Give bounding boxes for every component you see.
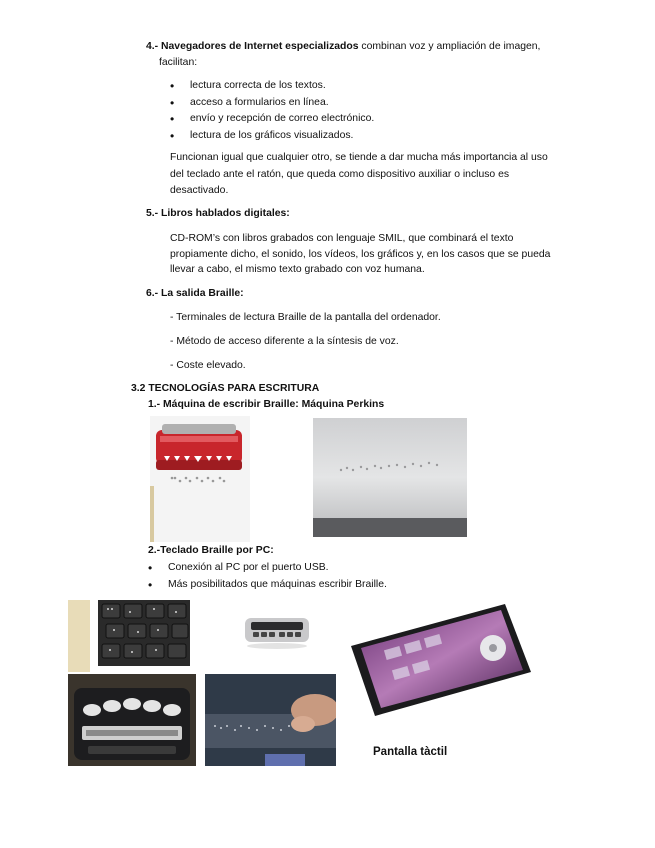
list-item: • envío y recepción de correo electrónico.	[170, 111, 374, 128]
paragraph-line: propiamente dicho, el sonido, los vídeos, los gráficos y, en los casos que se pueda	[170, 248, 551, 260]
portable-braille-keyboard-image	[233, 606, 321, 656]
list-item: • Más posibilitados que máquinas escribir Braille.	[148, 577, 387, 594]
perkins-brailler-image	[150, 416, 250, 542]
list-item: • lectura correcta de los textos.	[170, 78, 374, 95]
paragraph-line: CD-ROM’s con libros grabados con lenguaje SMIL, que combinará el texto	[170, 233, 514, 244]
section-3-2-heading: 3.2 TECNOLOGÍAS PARA ESCRITURA	[131, 383, 320, 394]
section-3-2-bullets	[148, 560, 387, 593]
list-item: • lectura de los gráficos visualizados.	[170, 128, 374, 145]
section-6-item: - Terminales de lectura Braille de la pantalla del ordenador.	[170, 312, 441, 323]
section-5-heading: 5.- Libros hablados digitales:	[146, 208, 290, 219]
section-4-line2: facilitan:	[159, 57, 198, 68]
section-6-heading: 6.- La salida Braille:	[146, 288, 244, 299]
section-6-item: - Método de acceso diferente a la síntesis de voz.	[170, 336, 399, 347]
tablet-caption: Pantalla tàctil	[373, 746, 448, 758]
braille-keyboard-keys-image	[98, 600, 190, 666]
section-4-paragraph	[170, 150, 548, 200]
section-4-bullets	[170, 78, 374, 144]
keyboard-edge-image	[68, 600, 90, 672]
paragraph-line: Funcionan igual que cualquier otro, se tiende a dar mucha más importancia al uso	[170, 152, 548, 163]
braille-paper-image	[313, 418, 467, 537]
paragraph-line: desactivado.	[170, 185, 229, 196]
tablet-image	[345, 598, 535, 720]
section-4	[146, 39, 616, 71]
list-item: • Conexión al PC por el puerto USB.	[148, 560, 387, 577]
braille-display-image	[68, 674, 196, 766]
section-3-2-sub2: 2.-Teclado Braille por PC:	[148, 545, 274, 556]
section-4-heading-rest: combinan voz y ampliación de imagen,	[358, 41, 541, 52]
section-4-heading: 4.- Navegadores de Internet especializados	[146, 41, 359, 52]
section-5-paragraph	[170, 231, 550, 278]
list-item: • acceso a formularios en línea.	[170, 95, 374, 112]
section-4-line1	[146, 39, 616, 55]
section-3-2-sub1: 1.- Máquina de escribir Braille: Máquina Perkins	[148, 399, 385, 410]
paragraph-line: del teclado ante el ratón, que queda como dispositivo auxiliar o incluso es	[170, 168, 510, 180]
braille-reading-hand-image	[205, 674, 336, 766]
section-6-item: - Coste elevado.	[170, 360, 246, 371]
paragraph-line: llevar a cabo, el mismo texto grabado con voz humana.	[170, 264, 425, 275]
